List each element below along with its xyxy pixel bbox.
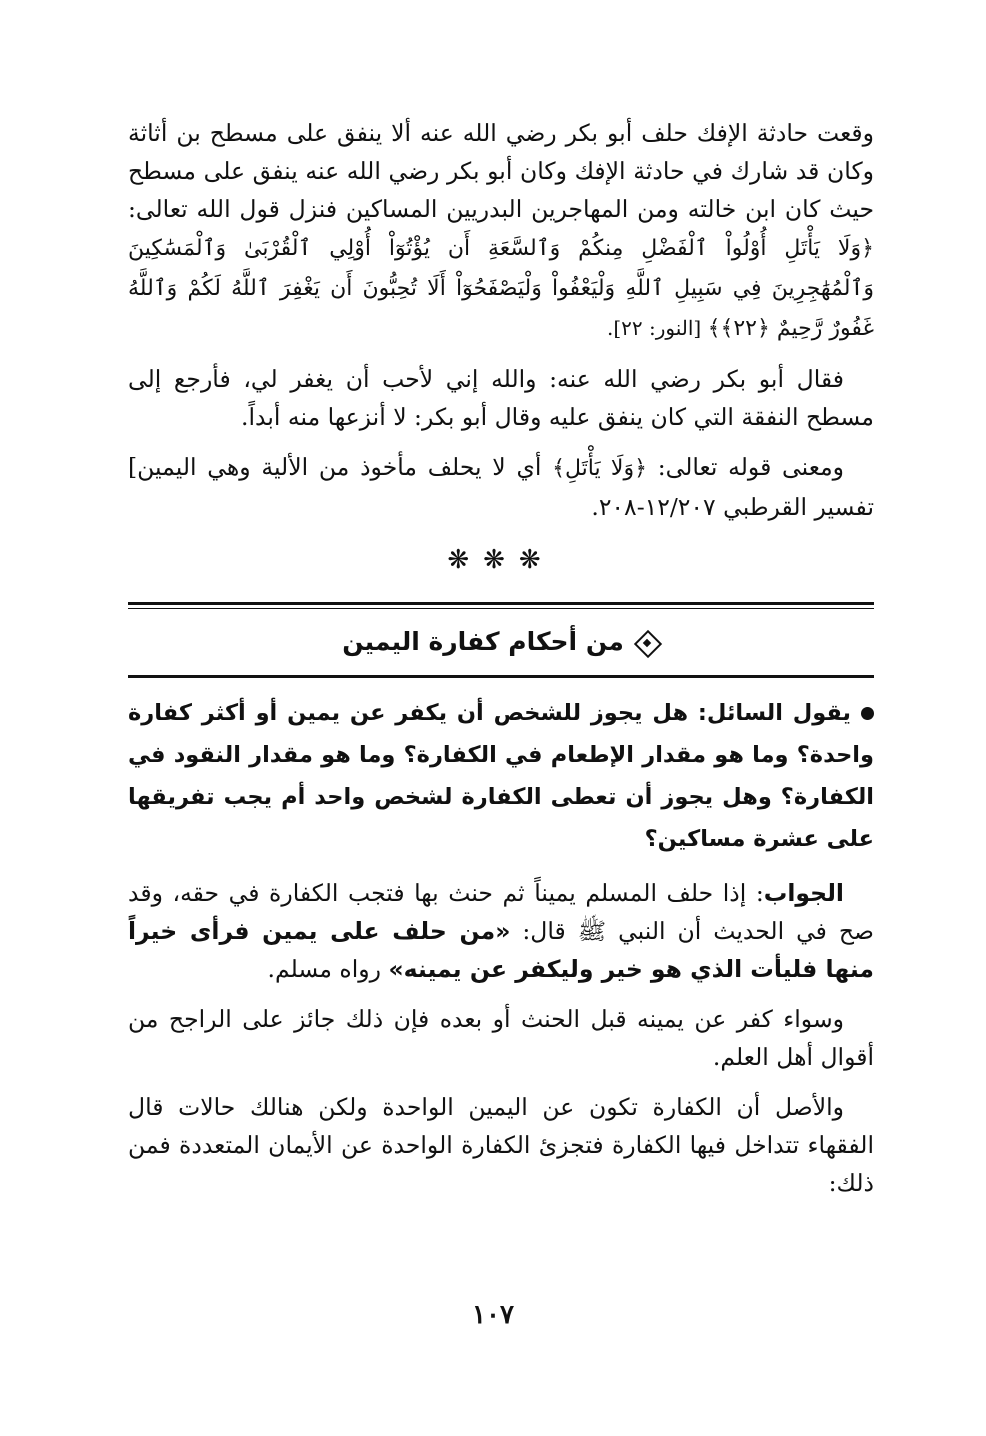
- heading-rule-bottom: [128, 675, 874, 678]
- section-heading: [128, 609, 874, 675]
- paragraph-meaning: [128, 448, 874, 526]
- answer-label: الجواب: [763, 879, 844, 907]
- question-paragraph: [128, 692, 874, 860]
- question-text: يقول السائل: هل يجوز للشخص أن يكفر عن يمين أو أكثر كفارة واحدة؟ وما هو مقدار الإطعام في الكفارة؟ وما هو مقدار النقود في الكفارة؟ وهل يجوز أن تعطى الكفارة لشخص واحد أم يجب تفريقها على عشرة مساكين؟: [128, 700, 874, 852]
- answer-paragraph-2: وسواء كفر عن يمينه قبل الحنث أو بعده فإن ذلك جائز على الراجح من أقوال أهل العلم.: [128, 1005, 874, 1071]
- page-number: ١٠٧: [472, 1300, 514, 1330]
- verse-citation: [النور: ٢٢].: [606, 316, 708, 340]
- section-heading-box: [128, 602, 874, 678]
- bullet-icon: [861, 707, 874, 720]
- section-heading-title: من أحكام كفارة اليمين: [342, 627, 624, 656]
- answer-paragraph-3: والأصل أن الكفارة تكون عن اليمين الواحدة ولكن هنالك حالات قال الفقهاء تتداخل فيها الكفارة فتجزئ الكفارة الواحدة عن الأيمان المتعددة فمن ذلك:: [128, 1093, 874, 1197]
- diamond-icon: [634, 630, 660, 656]
- page-body: [128, 114, 874, 1214]
- answer-text-b: رواه مسلم.: [267, 955, 389, 983]
- paragraph-lead: ومعنى قوله تعالى:: [646, 453, 845, 481]
- quran-verse: ﴿وَلَا يَأْتَلِ أُوْلُواْ ٱلْفَضْلِ مِنكُمْ وَٱلسَّعَةِ أَن يُؤْتُوٓاْ أُوْلِي ٱلْقُرْبَىٰ وَٱلْمَسَٰكِينَ وَٱلْمُهَٰجِرِينَ فِي سَبِيلِ ٱللَّهِ وَلْيَعْفُواْ وَلْيَصْفَحُوٓاْ أَلَا تُحِبُّونَ أَن يَغْفِرَ ٱللَّهُ لَكُمْ وَٱللَّهُ غَفُورٌ رَّحِيمٌ ﴿٢٢﴾﴾: [128, 236, 874, 341]
- paragraph-ifk-story: [128, 114, 874, 348]
- paragraph-text: وقعت حادثة الإفك حلف أبو بكر رضي الله عنه ألا ينفق على مسطح بن أثاثة وكان قد شارك في حادثة الإفك وكان أبو بكر رضي الله عنه ينفق على مسطح حيث كان ابن خالته ومن المهاجرين البدريين المساكين فنزل قول الله تعالى:: [128, 119, 874, 223]
- paragraph-rest: أي لا يحلف مأخوذ من الألية وهي اليمين] تفسير القرطبي ١٢/٢٠٧-٢٠٨.: [128, 453, 874, 521]
- hadith-quote: «من حلف على يمين فرأى خيراً منها فليأت الذي هو خير وليكفر عن يمينه»: [128, 917, 874, 983]
- paragraph-abu-bakr: فقال أبو بكر رضي الله عنه: والله إني لأحب أن يغفر لي، فأرجع إلى مسطح النفقة التي كان ينفق عليه وقال أبو بكر: لا أنزعها منه أبداً.: [128, 365, 874, 431]
- quran-phrase: ﴿وَلَا يَأْتَلِ﴾: [552, 456, 647, 481]
- section-separator: ❋❋❋: [447, 545, 555, 575]
- answer-text-a: : إذا حلف المسلم يميناً ثم حنث بها فتجب الكفارة في حقه، وقد صح في الحديث أن النبي ﷺ قال:: [128, 879, 874, 945]
- heading-rule-top: [128, 602, 874, 609]
- answer-paragraph-1: [128, 874, 874, 988]
